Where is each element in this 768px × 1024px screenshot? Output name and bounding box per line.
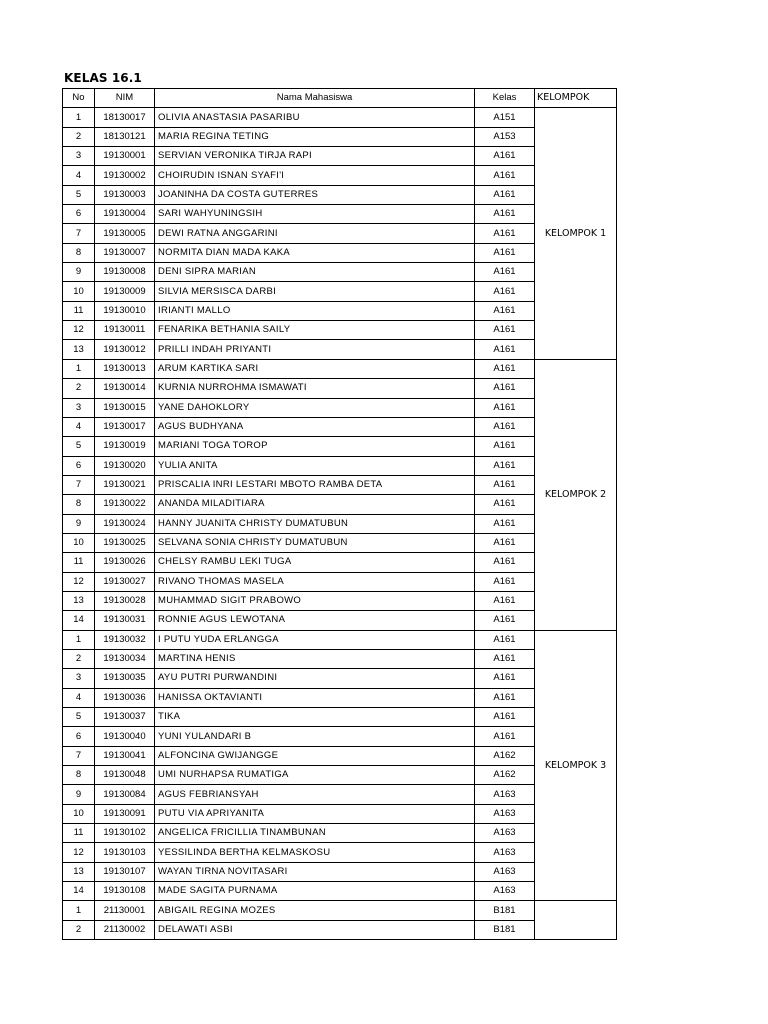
cell-no: 4 <box>63 166 95 185</box>
cell-kelas: A161 <box>475 243 535 262</box>
cell-kelas: A161 <box>475 553 535 572</box>
cell-no: 6 <box>63 456 95 475</box>
cell-nim: 19130108 <box>95 882 155 901</box>
cell-nama: CHOIRUDIN ISNAN SYAFI'I <box>155 166 475 185</box>
cell-nim: 19130091 <box>95 804 155 823</box>
cell-nama: MADE SAGITA PURNAMA <box>155 882 475 901</box>
cell-nama: ALFONCINA GWIJANGGE <box>155 746 475 765</box>
cell-nim: 19130019 <box>95 437 155 456</box>
table-row <box>63 843 617 862</box>
cell-no: 2 <box>63 127 95 146</box>
cell-nama: AGUS FEBRIANSYAH <box>155 785 475 804</box>
cell-no: 5 <box>63 708 95 727</box>
cell-no: 10 <box>63 533 95 552</box>
cell-nama: I PUTU YUDA ERLANGGA <box>155 630 475 649</box>
cell-no: 10 <box>63 282 95 301</box>
cell-no: 12 <box>63 843 95 862</box>
table-row <box>63 785 617 804</box>
cell-no: 6 <box>63 205 95 224</box>
cell-nama: KURNIA NURROHMA ISMAWATI <box>155 379 475 398</box>
cell-nama: SELVANA SONIA CHRISTY DUMATUBUN <box>155 533 475 552</box>
cell-no: 1 <box>63 630 95 649</box>
cell-kelas: A161 <box>475 456 535 475</box>
cell-no: 13 <box>63 340 95 359</box>
cell-nim: 19130021 <box>95 475 155 494</box>
cell-nim: 19130012 <box>95 340 155 359</box>
cell-nama: MARIA REGINA TETING <box>155 127 475 146</box>
cell-nim: 19130007 <box>95 243 155 262</box>
table-row <box>63 359 617 378</box>
cell-no: 12 <box>63 321 95 340</box>
table-row <box>63 708 617 727</box>
cell-no: 2 <box>63 920 95 939</box>
cell-no: 6 <box>63 727 95 746</box>
cell-nim: 19130031 <box>95 611 155 630</box>
table-row <box>63 379 617 398</box>
cell-nama: ABIGAIL REGINA MOZES <box>155 901 475 920</box>
cell-no: 1 <box>63 359 95 378</box>
cell-nama: DELAWATI ASBI <box>155 920 475 939</box>
cell-kelas: A161 <box>475 263 535 282</box>
cell-no: 10 <box>63 804 95 823</box>
cell-nama: UMI NURHAPSA RUMATIGA <box>155 766 475 785</box>
cell-nim: 21130001 <box>95 901 155 920</box>
table-row <box>63 766 617 785</box>
cell-kelas: A161 <box>475 340 535 359</box>
cell-nim: 19130013 <box>95 359 155 378</box>
cell-nim: 19130032 <box>95 630 155 649</box>
cell-nim: 19130014 <box>95 379 155 398</box>
cell-kelas: A161 <box>475 688 535 707</box>
table-row <box>63 185 617 204</box>
table-row <box>63 475 617 494</box>
table-row <box>63 417 617 436</box>
cell-nim: 19130005 <box>95 224 155 243</box>
cell-kelas: A161 <box>475 301 535 320</box>
cell-nama: YULIA ANITA <box>155 456 475 475</box>
cell-kelas: A161 <box>475 417 535 436</box>
cell-no: 3 <box>63 669 95 688</box>
cell-nama: NORMITA DIAN MADA KAKA <box>155 243 475 262</box>
cell-nim: 19130015 <box>95 398 155 417</box>
cell-kelas: A161 <box>475 359 535 378</box>
cell-nim: 19130002 <box>95 166 155 185</box>
table-row <box>63 553 617 572</box>
cell-kelas: A163 <box>475 882 535 901</box>
cell-nama: RONNIE AGUS LEWOTANA <box>155 611 475 630</box>
cell-no: 9 <box>63 785 95 804</box>
cell-nama: MUHAMMAD SIGIT PRABOWO <box>155 591 475 610</box>
cell-nama: FENARIKA BETHANIA SAILY <box>155 321 475 340</box>
cell-kelas: A161 <box>475 611 535 630</box>
header-row <box>63 89 617 108</box>
cell-kelas: A161 <box>475 437 535 456</box>
table-row <box>63 437 617 456</box>
cell-nim: 19130020 <box>95 456 155 475</box>
cell-kelas: A151 <box>475 108 535 127</box>
cell-kelas: A161 <box>475 147 535 166</box>
cell-nama: ANGELICA FRICILLIA TINAMBUNAN <box>155 824 475 843</box>
cell-nama: WAYAN TIRNA NOVITASARI <box>155 862 475 881</box>
cell-no: 9 <box>63 514 95 533</box>
cell-no: 11 <box>63 824 95 843</box>
cell-nim: 19130040 <box>95 727 155 746</box>
cell-no: 5 <box>63 437 95 456</box>
cell-nama: PUTU VIA APRIYANITA <box>155 804 475 823</box>
student-table <box>62 88 617 940</box>
cell-nim: 19130008 <box>95 263 155 282</box>
kelompok-cell <box>535 901 617 940</box>
cell-kelas: A163 <box>475 804 535 823</box>
cell-kelas: A162 <box>475 766 535 785</box>
cell-kelas: A161 <box>475 185 535 204</box>
cell-kelas: A163 <box>475 785 535 804</box>
kelompok-cell: KELOMPOK 1 <box>535 108 617 359</box>
table-row <box>63 630 617 649</box>
table-row <box>63 108 617 127</box>
cell-nama: PRILLI INDAH PRIYANTI <box>155 340 475 359</box>
cell-nama: IRIANTI MALLO <box>155 301 475 320</box>
sheet-title: KELAS 16.1 <box>64 71 142 85</box>
header-kelas: Kelas <box>475 89 535 108</box>
cell-nim: 19130036 <box>95 688 155 707</box>
cell-no: 9 <box>63 263 95 282</box>
cell-no: 11 <box>63 301 95 320</box>
cell-nim: 19130025 <box>95 533 155 552</box>
table-row <box>63 514 617 533</box>
table-row <box>63 205 617 224</box>
cell-nama: MARTINA HENIS <box>155 649 475 668</box>
table-row <box>63 669 617 688</box>
cell-no: 12 <box>63 572 95 591</box>
cell-no: 13 <box>63 862 95 881</box>
cell-no: 3 <box>63 147 95 166</box>
header-kelompok: KELOMPOK <box>535 89 617 108</box>
table-row <box>63 127 617 146</box>
cell-kelas: B181 <box>475 920 535 939</box>
table-row <box>63 340 617 359</box>
cell-nama: HANISSA OKTAVIANTI <box>155 688 475 707</box>
table-row <box>63 282 617 301</box>
cell-nama: JOANINHA DA COSTA GUTERRES <box>155 185 475 204</box>
cell-nim: 18130121 <box>95 127 155 146</box>
cell-no: 8 <box>63 243 95 262</box>
cell-kelas: A161 <box>475 166 535 185</box>
table-row <box>63 688 617 707</box>
cell-no: 4 <box>63 688 95 707</box>
table-row <box>63 224 617 243</box>
cell-no: 14 <box>63 882 95 901</box>
cell-kelas: A161 <box>475 630 535 649</box>
header-nim: NIM <box>95 89 155 108</box>
cell-nim: 19130026 <box>95 553 155 572</box>
cell-nim: 19130041 <box>95 746 155 765</box>
cell-nim: 19130048 <box>95 766 155 785</box>
cell-nama: DEWI RATNA ANGGARINI <box>155 224 475 243</box>
cell-no: 2 <box>63 649 95 668</box>
cell-no: 3 <box>63 398 95 417</box>
cell-no: 11 <box>63 553 95 572</box>
cell-nama: YUNI YULANDARI B <box>155 727 475 746</box>
table-row <box>63 301 617 320</box>
cell-kelas: A161 <box>475 669 535 688</box>
table-row <box>63 746 617 765</box>
table-row <box>63 533 617 552</box>
table-row <box>63 591 617 610</box>
cell-kelas: A161 <box>475 514 535 533</box>
cell-kelas: A161 <box>475 727 535 746</box>
cell-nama: DENI SIPRA MARIAN <box>155 263 475 282</box>
cell-nama: MARIANI TOGA TOROP <box>155 437 475 456</box>
cell-nim: 19130028 <box>95 591 155 610</box>
cell-nama: RIVANO THOMAS MASELA <box>155 572 475 591</box>
table-row <box>63 882 617 901</box>
table-row <box>63 901 617 920</box>
table-row <box>63 804 617 823</box>
cell-nama: YESSILINDA BERTHA KELMASKOSU <box>155 843 475 862</box>
cell-nama: AGUS BUDHYANA <box>155 417 475 436</box>
cell-nama: SERVIAN VERONIKA TIRJA RAPI <box>155 147 475 166</box>
cell-kelas: A163 <box>475 862 535 881</box>
cell-kelas: A161 <box>475 495 535 514</box>
cell-no: 1 <box>63 108 95 127</box>
table-row <box>63 649 617 668</box>
cell-kelas: A161 <box>475 649 535 668</box>
cell-nama: YANE DAHOKLORY <box>155 398 475 417</box>
cell-no: 7 <box>63 224 95 243</box>
cell-kelas: A161 <box>475 282 535 301</box>
cell-nim: 19130011 <box>95 321 155 340</box>
cell-no: 5 <box>63 185 95 204</box>
table-row <box>63 398 617 417</box>
cell-nim: 19130004 <box>95 205 155 224</box>
cell-nim: 19130024 <box>95 514 155 533</box>
cell-nim: 19130084 <box>95 785 155 804</box>
cell-kelas: A153 <box>475 127 535 146</box>
cell-nim: 19130103 <box>95 843 155 862</box>
cell-no: 7 <box>63 746 95 765</box>
cell-nim: 19130022 <box>95 495 155 514</box>
table-row <box>63 862 617 881</box>
cell-nim: 19130034 <box>95 649 155 668</box>
table-row <box>63 611 617 630</box>
header-no: No <box>63 89 95 108</box>
cell-nim: 19130001 <box>95 147 155 166</box>
cell-nama: PRISCALIA INRI LESTARI MBOTO RAMBA DETA <box>155 475 475 494</box>
cell-nim: 19130017 <box>95 417 155 436</box>
kelompok-cell: KELOMPOK 3 <box>535 630 617 901</box>
cell-nama: ARUM KARTIKA SARI <box>155 359 475 378</box>
cell-kelas: A161 <box>475 321 535 340</box>
cell-kelas: A161 <box>475 398 535 417</box>
cell-nim: 19130035 <box>95 669 155 688</box>
cell-no: 4 <box>63 417 95 436</box>
cell-nim: 19130010 <box>95 301 155 320</box>
cell-no: 14 <box>63 611 95 630</box>
cell-kelas: A161 <box>475 708 535 727</box>
table-row <box>63 243 617 262</box>
table-row <box>63 727 617 746</box>
kelompok-cell: KELOMPOK 2 <box>535 359 617 630</box>
cell-kelas: A161 <box>475 572 535 591</box>
cell-kelas: A161 <box>475 224 535 243</box>
cell-nama: ANANDA MILADITIARA <box>155 495 475 514</box>
header-nama: Nama Mahasiswa <box>155 89 475 108</box>
cell-no: 8 <box>63 495 95 514</box>
cell-kelas: A161 <box>475 533 535 552</box>
cell-nama: AYU PUTRI PURWANDINI <box>155 669 475 688</box>
cell-nim: 18130017 <box>95 108 155 127</box>
table-row <box>63 166 617 185</box>
cell-no: 7 <box>63 475 95 494</box>
cell-nim: 19130003 <box>95 185 155 204</box>
cell-kelas: A161 <box>475 205 535 224</box>
cell-kelas: B181 <box>475 901 535 920</box>
cell-nama: SILVIA MERSISCA DARBI <box>155 282 475 301</box>
cell-nim: 19130107 <box>95 862 155 881</box>
table-row <box>63 321 617 340</box>
cell-nama: TIKA <box>155 708 475 727</box>
table-row <box>63 824 617 843</box>
cell-no: 13 <box>63 591 95 610</box>
cell-no: 1 <box>63 901 95 920</box>
cell-no: 2 <box>63 379 95 398</box>
table-row <box>63 263 617 282</box>
cell-kelas: A163 <box>475 843 535 862</box>
cell-nim: 19130102 <box>95 824 155 843</box>
cell-nama: CHELSY RAMBU LEKI TUGA <box>155 553 475 572</box>
table-row <box>63 495 617 514</box>
cell-kelas: A161 <box>475 591 535 610</box>
table-row <box>63 147 617 166</box>
cell-kelas: A161 <box>475 379 535 398</box>
cell-nama: HANNY JUANITA CHRISTY DUMATUBUN <box>155 514 475 533</box>
table-row <box>63 456 617 475</box>
cell-nim: 21130002 <box>95 920 155 939</box>
table-row <box>63 572 617 591</box>
cell-nama: OLIVIA ANASTASIA PASARIBU <box>155 108 475 127</box>
cell-kelas: A163 <box>475 824 535 843</box>
cell-no: 8 <box>63 766 95 785</box>
cell-kelas: A162 <box>475 746 535 765</box>
cell-kelas: A161 <box>475 475 535 494</box>
cell-nim: 19130027 <box>95 572 155 591</box>
table-row <box>63 920 617 939</box>
cell-nim: 19130009 <box>95 282 155 301</box>
cell-nim: 19130037 <box>95 708 155 727</box>
cell-nama: SARI WAHYUNINGSIH <box>155 205 475 224</box>
